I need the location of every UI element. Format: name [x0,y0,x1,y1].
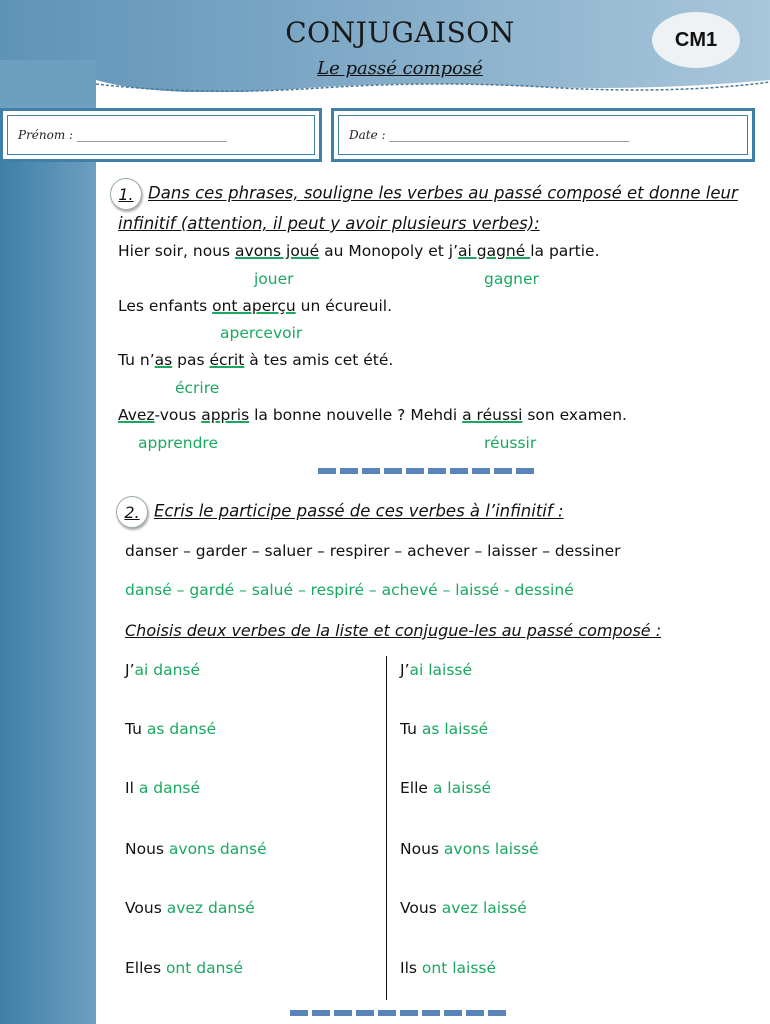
underlined-verb: avons joué [235,242,320,260]
section-divider [318,468,534,474]
answer-infinitive: gagner [484,270,539,288]
conjugation-row: J’ai laissé [400,661,473,679]
exercise-2-instruction-2: Choisis deux verbes de la liste et conjugue-les au passé composé : [125,621,662,640]
conjugation-row: Tu as dansé [125,720,217,738]
section-divider [290,1010,506,1016]
answer-infinitive: jouer [254,270,294,288]
verb-list: danser – garder – saluer – respirer – achever – laisser – dessiner [125,542,621,560]
sentence-1: Hier soir, nous avons joué au Monopoly et j’ai gagné la partie. [118,242,600,260]
underlined-verb: Avez [118,406,155,424]
page-title: CONJUGAISON [285,16,515,49]
conjugation-row: Il a dansé [125,779,201,797]
underlined-verb: as [154,351,173,369]
participle-answers: dansé – gardé – salué – respiré – achevé – laissé - dessiné [125,581,574,599]
conjugation-row: Tu as laissé [400,720,489,738]
answer-infinitive: réussir [484,434,537,452]
sentence-3: Tu n’as pas écrit à tes amis cet été. [118,351,394,369]
column-separator [386,656,387,1000]
conjugation-row: J’ai dansé [125,661,201,679]
underlined-verb: écrit [209,351,245,369]
page-subtitle: Le passé composé [317,58,483,79]
exercise-1-instruction-2: infinitif (attention, il peut y avoir plusieurs verbes): [118,214,540,233]
exercise-1-instruction: 1. Dans ces phrases, souligne les verbes au passé composé et donne leur [110,178,738,210]
underlined-verb: ai gagné [458,242,531,260]
answer-infinitive: écrire [175,379,220,397]
underlined-verb: appris [201,406,250,424]
answer-infinitive: apercevoir [220,324,303,342]
date-field[interactable]: Date : ________________________________________ [338,115,748,155]
sentence-4: Avez-vous appris la bonne nouvelle ? Mehdi a réussi son examen. [118,406,627,424]
level-badge: CM1 [652,12,740,68]
conjugation-row: Nous avons dansé [125,840,267,858]
underlined-verb: ont aperçu [212,297,296,315]
conjugation-row: Vous avez laissé [400,899,527,917]
exercise-2-instruction: 2. Ecris le participe passé de ces verbes à l’infinitif : [116,496,564,528]
conjugation-row: Elle a laissé [400,779,492,797]
exercise-1-number: 1. [110,178,142,210]
conjugation-row: Ils ont laissé [400,959,496,977]
conjugation-row: Vous avez dansé [125,899,255,917]
sentence-2: Les enfants ont aperçu un écureuil. [118,297,393,315]
conjugation-row: Elles ont dansé [125,959,244,977]
answer-infinitive: apprendre [138,434,218,452]
name-field[interactable]: Prénom : _________________________ [7,115,315,155]
underlined-verb: a réussi [462,406,523,424]
exercise-2-number: 2. [116,496,148,528]
conjugation-row: Nous avons laissé [400,840,539,858]
